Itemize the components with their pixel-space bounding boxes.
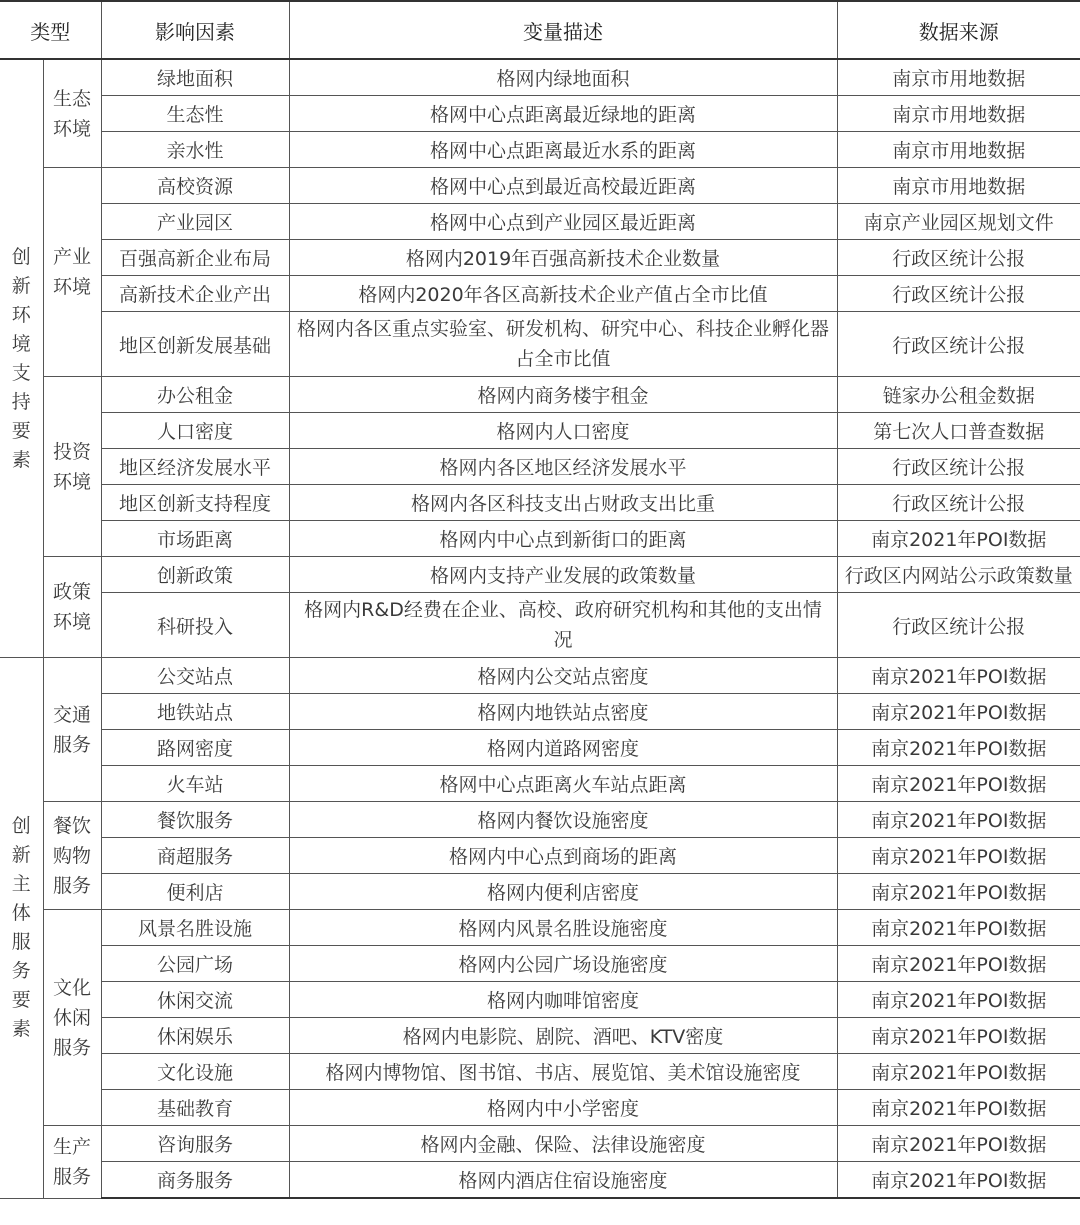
source-cell: 南京2021年POI数据 — [837, 730, 1080, 766]
factor-cell: 绿地面积 — [101, 59, 289, 96]
description-cell: 格网内人口密度 — [289, 413, 837, 449]
description-cell: 格网中心点距离最近水系的距离 — [289, 132, 837, 168]
factor-cell: 百强高新企业布局 — [101, 240, 289, 276]
description-cell: 格网内中心点到新街口的距离 — [289, 521, 837, 557]
factor-cell: 基础教育 — [101, 1090, 289, 1126]
category-env: 创新环境支持要素 — [0, 59, 43, 658]
description-cell: 格网内金融、保险、法律设施密度 — [289, 1126, 837, 1162]
source-cell: 南京市用地数据 — [837, 132, 1080, 168]
description-cell: 格网中心点距离最近绿地的距离 — [289, 96, 837, 132]
description-cell: 格网内R&D经费在企业、高校、政府研究机构和其他的支出情况 — [289, 593, 837, 658]
source-cell: 南京2021年POI数据 — [837, 1054, 1080, 1090]
table-row — [0, 132, 1080, 168]
table-row — [0, 521, 1080, 557]
factor-cell: 创新政策 — [101, 557, 289, 593]
factor-cell: 文化设施 — [101, 1054, 289, 1090]
table-row — [0, 593, 1080, 658]
source-cell: 南京2021年POI数据 — [837, 802, 1080, 838]
factor-cell: 便利店 — [101, 874, 289, 910]
source-cell: 南京2021年POI数据 — [837, 910, 1080, 946]
factor-cell: 路网密度 — [101, 730, 289, 766]
description-cell: 格网内中心点到商场的距离 — [289, 838, 837, 874]
subcategory-industry: 产业环境 — [43, 168, 101, 377]
source-cell: 行政区内网站公示政策数量 — [837, 557, 1080, 593]
source-cell: 链家办公租金数据 — [837, 377, 1080, 413]
description-cell: 格网内绿地面积 — [289, 59, 837, 96]
table-row — [0, 1162, 1080, 1199]
source-cell: 南京市用地数据 — [837, 168, 1080, 204]
factor-cell: 地铁站点 — [101, 694, 289, 730]
table-row — [0, 168, 1080, 204]
description-cell: 格网内酒店住宿设施密度 — [289, 1162, 837, 1199]
table-row — [0, 276, 1080, 312]
subcategory-shopping: 餐饮购物服务 — [43, 802, 101, 910]
factor-cell: 休闲交流 — [101, 982, 289, 1018]
source-cell: 南京2021年POI数据 — [837, 1162, 1080, 1199]
source-cell: 南京2021年POI数据 — [837, 658, 1080, 694]
factor-cell: 公交站点 — [101, 658, 289, 694]
description-cell: 格网内中小学密度 — [289, 1090, 837, 1126]
description-cell: 格网内支持产业发展的政策数量 — [289, 557, 837, 593]
subcategory-eco: 生态环境 — [43, 59, 101, 168]
description-cell: 格网内电影院、剧院、酒吧、KTV密度 — [289, 1018, 837, 1054]
source-cell: 南京市用地数据 — [837, 96, 1080, 132]
subcategory-policy: 政策环境 — [43, 557, 101, 658]
table-row — [0, 1126, 1080, 1162]
source-cell: 南京产业园区规划文件 — [837, 204, 1080, 240]
source-cell: 南京2021年POI数据 — [837, 946, 1080, 982]
description-cell: 格网内各区重点实验室、研发机构、研究中心、科技企业孵化器占全市比值 — [289, 312, 837, 377]
source-cell: 南京2021年POI数据 — [837, 1090, 1080, 1126]
header-factor: 影响因素 — [101, 1, 289, 59]
table-row — [0, 1054, 1080, 1090]
description-cell: 格网内商务楼宇租金 — [289, 377, 837, 413]
table-row — [0, 946, 1080, 982]
source-cell: 南京2021年POI数据 — [837, 838, 1080, 874]
table-row — [0, 730, 1080, 766]
description-cell: 格网内道路网密度 — [289, 730, 837, 766]
factor-cell: 生态性 — [101, 96, 289, 132]
table-row — [0, 485, 1080, 521]
factor-cell: 人口密度 — [101, 413, 289, 449]
table-row — [0, 802, 1080, 838]
category-service: 创新主体服务要素 — [0, 658, 43, 1199]
table-row — [0, 982, 1080, 1018]
table-row — [0, 766, 1080, 802]
table-row — [0, 377, 1080, 413]
table-row — [0, 1090, 1080, 1126]
factor-cell: 高校资源 — [101, 168, 289, 204]
description-cell: 格网内各区科技支出占财政支出比重 — [289, 485, 837, 521]
factor-cell: 火车站 — [101, 766, 289, 802]
table-row — [0, 59, 1080, 96]
table-row — [0, 1018, 1080, 1054]
source-cell: 南京2021年POI数据 — [837, 694, 1080, 730]
factor-cell: 科研投入 — [101, 593, 289, 658]
source-cell: 南京2021年POI数据 — [837, 1126, 1080, 1162]
description-cell: 格网内2019年百强高新技术企业数量 — [289, 240, 837, 276]
table-row — [0, 658, 1080, 694]
description-cell: 格网内公园广场设施密度 — [289, 946, 837, 982]
description-cell: 格网内便利店密度 — [289, 874, 837, 910]
factor-cell: 地区创新发展基础 — [101, 312, 289, 377]
header-description: 变量描述 — [289, 1, 837, 59]
table-row — [0, 838, 1080, 874]
factor-cell: 亲水性 — [101, 132, 289, 168]
table-row — [0, 449, 1080, 485]
subcategory-invest: 投资环境 — [43, 377, 101, 557]
source-cell: 南京2021年POI数据 — [837, 521, 1080, 557]
description-cell: 格网内咖啡馆密度 — [289, 982, 837, 1018]
description-cell: 格网内风景名胜设施密度 — [289, 910, 837, 946]
description-cell: 格网内地铁站点密度 — [289, 694, 837, 730]
factor-cell: 商务服务 — [101, 1162, 289, 1199]
factor-cell: 咨询服务 — [101, 1126, 289, 1162]
header-row — [0, 1, 1080, 59]
description-cell: 格网内2020年各区高新技术企业产值占全市比值 — [289, 276, 837, 312]
table-row — [0, 240, 1080, 276]
factor-cell: 餐饮服务 — [101, 802, 289, 838]
description-cell: 格网内公交站点密度 — [289, 658, 837, 694]
factor-cell: 办公租金 — [101, 377, 289, 413]
factor-cell: 商超服务 — [101, 838, 289, 874]
source-cell: 行政区统计公报 — [837, 240, 1080, 276]
source-cell: 南京2021年POI数据 — [837, 982, 1080, 1018]
source-cell: 南京2021年POI数据 — [837, 874, 1080, 910]
source-cell: 行政区统计公报 — [837, 312, 1080, 377]
subcategory-production: 生产服务 — [43, 1126, 101, 1199]
description-cell: 格网中心点到产业园区最近距离 — [289, 204, 837, 240]
factor-cell: 公园广场 — [101, 946, 289, 982]
source-cell: 南京2021年POI数据 — [837, 766, 1080, 802]
subcategory-traffic: 交通服务 — [43, 658, 101, 802]
source-cell: 行政区统计公报 — [837, 593, 1080, 658]
header-type: 类型 — [0, 1, 101, 59]
description-cell: 格网中心点距离火车站点距离 — [289, 766, 837, 802]
table-row — [0, 96, 1080, 132]
source-cell: 南京市用地数据 — [837, 59, 1080, 96]
factor-cell: 市场距离 — [101, 521, 289, 557]
table-row — [0, 874, 1080, 910]
factor-cell: 休闲娱乐 — [101, 1018, 289, 1054]
factor-cell: 高新技术企业产出 — [101, 276, 289, 312]
header-source: 数据来源 — [837, 1, 1080, 59]
description-cell: 格网内各区地区经济发展水平 — [289, 449, 837, 485]
table-row — [0, 910, 1080, 946]
source-cell: 第七次人口普查数据 — [837, 413, 1080, 449]
description-cell: 格网中心点到最近高校最近距离 — [289, 168, 837, 204]
table-row — [0, 312, 1080, 377]
factor-cell: 地区创新支持程度 — [101, 485, 289, 521]
factor-cell: 风景名胜设施 — [101, 910, 289, 946]
factor-cell: 产业园区 — [101, 204, 289, 240]
table-row — [0, 413, 1080, 449]
source-cell: 行政区统计公报 — [837, 276, 1080, 312]
table-row — [0, 694, 1080, 730]
subcategory-culture: 文化休闲服务 — [43, 910, 101, 1126]
factor-cell: 地区经济发展水平 — [101, 449, 289, 485]
source-cell: 行政区统计公报 — [837, 449, 1080, 485]
table-row — [0, 204, 1080, 240]
source-cell: 南京2021年POI数据 — [837, 1018, 1080, 1054]
source-cell: 行政区统计公报 — [837, 485, 1080, 521]
description-cell: 格网内餐饮设施密度 — [289, 802, 837, 838]
table-row — [0, 557, 1080, 593]
description-cell: 格网内博物馆、图书馆、书店、展览馆、美术馆设施密度 — [289, 1054, 837, 1090]
